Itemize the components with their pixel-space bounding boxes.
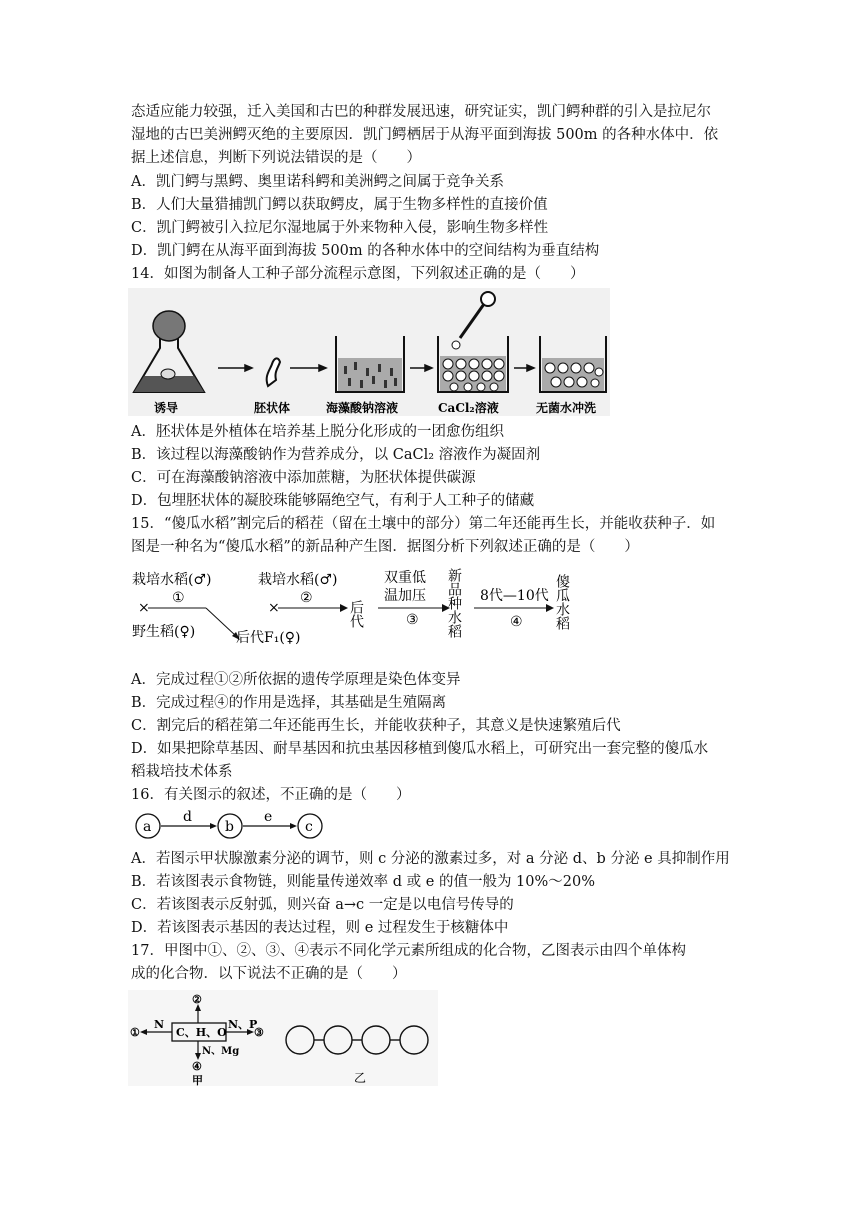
q17-stem-line: 17．甲图中①、②、③、④表示不同化学元素所组成的化合物，乙图表示由四个单体构 (131, 943, 686, 959)
center-elements: C、H、O (176, 1026, 227, 1039)
treatment-mid: 温加压 (384, 588, 426, 604)
node-b-label: b (225, 819, 234, 835)
compound-3-label: ③ (254, 1026, 264, 1039)
generations-label: 8代—10代 (480, 588, 549, 604)
edge-e-label: e (264, 809, 273, 825)
q16-option-d: D．若该图表示基因的表达过程，则 e 过程发生于核糖体中 (131, 920, 509, 936)
step-1-label: ① (172, 590, 185, 606)
q15-stem-line: 15．“傻瓜水稻”割完后的稻茬（留在土壤中的部分）第二年还能再生长，并能收获种子．如 (131, 516, 716, 532)
q15-option-c: C．割完后的稻茬第二年还能再生长，并能收获种子，其意义是快速繁殖后代 (131, 718, 621, 734)
q15-option-b: B．完成过程④的作用是选择，其基础是生殖隔离 (131, 695, 447, 711)
q14-stem: 14．如图为制备人工种子部分流程示意图，下列叙述正确的是（ ） (131, 266, 585, 282)
figure-label: CaCl₂溶液 (438, 401, 499, 415)
treatment-top: 双重低 (384, 570, 426, 586)
left-element-label: N (154, 1018, 165, 1031)
node-a-label: a (143, 819, 152, 835)
q14-option-d: D．包埋胚状体的凝胶珠能够隔绝空气，有利于人工种子的储藏 (131, 493, 535, 509)
figure-label: 海藻酸钠溶液 (326, 401, 399, 415)
q15-stem-line: 图是一种名为“傻瓜水稻”的新品种产生图．据图分析下列叙述正确的是（ ） (131, 539, 639, 555)
edge-d-label: d (183, 809, 192, 825)
offspring-label: 后代 (348, 600, 364, 628)
q14-option-a: A．胚状体是外植体在培养基上脱分化形成的一团愈伤组织 (131, 424, 504, 440)
q16-option-a: A．若图示甲状腺激素分泌的调节，则 c 分泌的激素过多，对 a 分泌 d、b 分泌 e 具抑制作用 (131, 851, 730, 867)
compound-2-label: ② (192, 993, 202, 1006)
right-element-label: N、P (228, 1018, 258, 1031)
q14-option-c: C．可在海藻酸钠溶液中添加蔗糖，为胚状体提供碳源 (131, 470, 476, 486)
q16-option-b: B．若该图表示食物链，则能量传递效率 d 或 e 的值一般为 10%～20% (131, 874, 596, 890)
q13-stem-line: 态适应能力较强，迁入美国和古巴的种群发展迅速，研究证实，凯门鳄种群的引入是拉尼尔 (131, 104, 711, 120)
figure-label: 诱导 (154, 401, 179, 415)
step-4-label: ④ (510, 614, 523, 630)
q14-option-b: B．该过程以海藻酸钠作为营养成分，以 CaCl₂ 溶液作为凝固剂 (131, 447, 541, 463)
q16-stem: 16．有关图示的叙述，不正确的是（ ） (131, 787, 411, 803)
node-c-label: c (305, 819, 313, 835)
q15-option-d-line: D．如果把除草基因、耐旱基因和抗虫基因移植到傻瓜水稻上，可研究出一套完整的傻瓜水 (131, 741, 709, 757)
q16-option-c: C．若该图表示反射弧，则兴奋 a→c 一定是以电信号传导的 (131, 897, 514, 913)
q13-option-a: A．凯门鳄与黑鳄、奥里诺科鳄和美洲鳄之间属于竞争关系 (131, 174, 504, 190)
cultivated-rice-label-2: 栽培水稻(♂) (258, 572, 338, 588)
step-2-label: ② (300, 590, 313, 606)
wild-rice-label: 野生稻(♀) (132, 624, 196, 640)
q15-option-d-line: 稻栽培技术体系 (131, 764, 233, 780)
compound-figures (128, 990, 438, 1086)
result-label: 傻瓜水稻 (554, 574, 570, 630)
artificial-seed-process-figure (128, 288, 610, 416)
q17-stem-line: 成的化合物．以下说法不正确的是（ ） (131, 966, 407, 982)
q15-option-a: A．完成过程①②所依据的遗传学原理是染色体变异 (131, 672, 461, 688)
cultivated-rice-label: 栽培水稻(♂) (132, 572, 212, 588)
q13-stem-line: 据上述信息，判断下列说法错误的是（ ） (131, 150, 421, 166)
figure-jia-caption: 甲 (192, 1074, 203, 1086)
step-3-label: ③ (406, 612, 419, 628)
q13-option-b: B．人们大量猎捕凯门鳄以获取鳄皮，属于生物多样性的直接价值 (131, 197, 548, 213)
figure-yi-caption: 乙 (354, 1071, 367, 1085)
figure-label: 无菌水冲洗 (536, 401, 597, 415)
q13-stem-line: 湿地的古巴美洲鳄灭绝的主要原因．凯门鳄栖居于从海平面到海拔 500m 的各种水体中．依 (131, 127, 719, 143)
new-variety-label: 新品种水稻 (446, 568, 462, 638)
rice-breeding-figure (128, 564, 588, 664)
figure-label: 胚状体 (254, 401, 291, 415)
f1-label: 后代F₁(♀) (236, 630, 301, 646)
compound-1-label: ① (130, 1026, 140, 1039)
q13-option-c: C．凯门鳄被引入拉尼尔湿地属于外来物种入侵，影响生物多样性 (131, 220, 549, 236)
cross-symbol-2: × (268, 600, 280, 616)
q13-option-d: D．凯门鳄在从海平面到海拔 500m 的各种水体中的空间结构为垂直结构 (131, 243, 600, 259)
abc-flow-figure (128, 808, 328, 844)
cross-symbol: × (138, 600, 150, 616)
compound-4-label: ④ (192, 1060, 202, 1073)
bottom-element-label: N、Mg (202, 1046, 240, 1057)
